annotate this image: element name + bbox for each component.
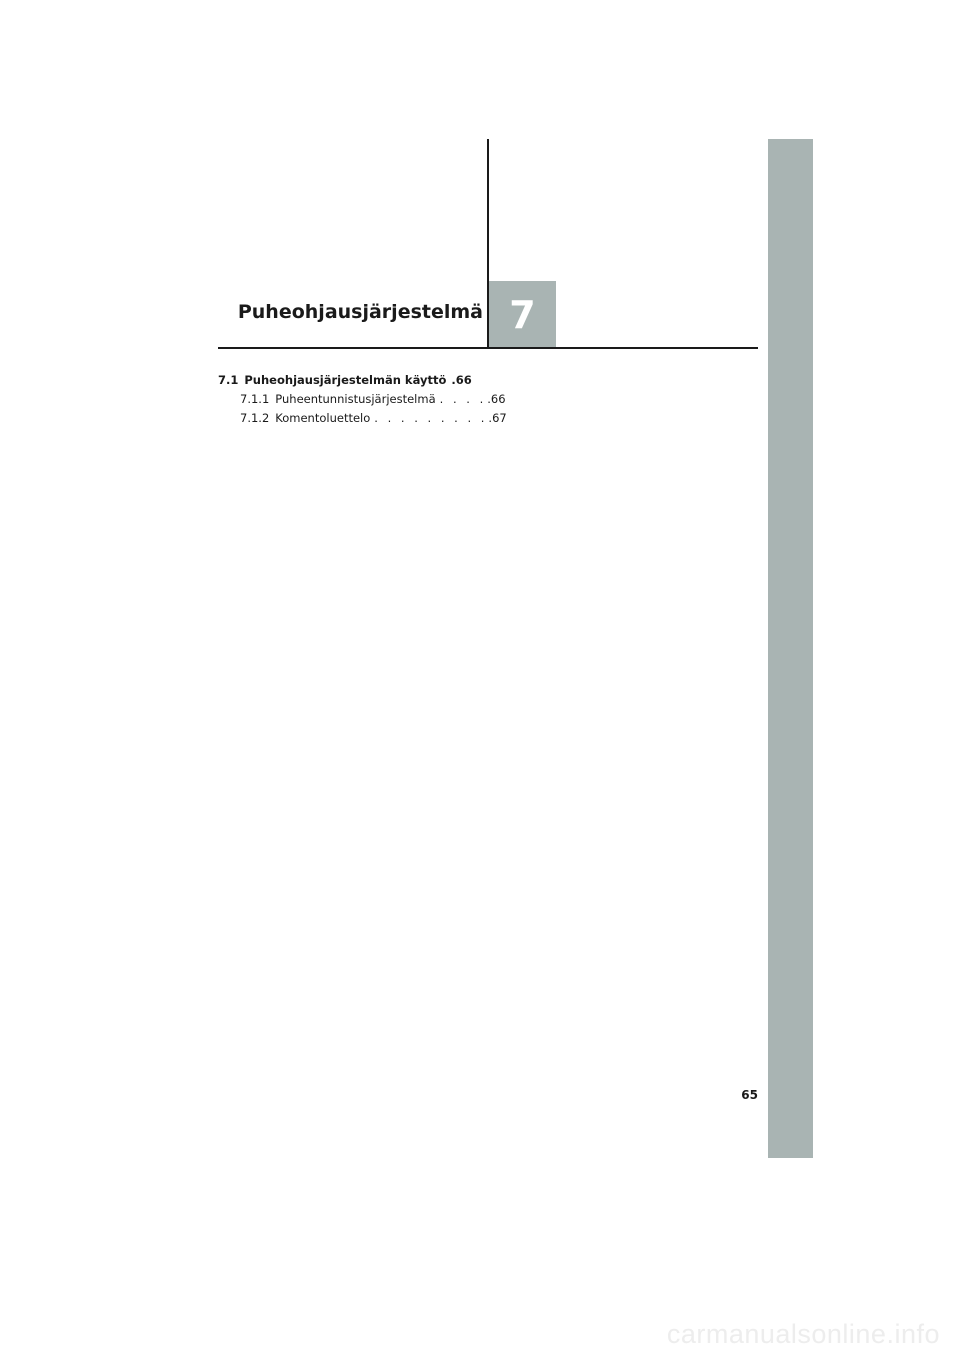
toc-leader-dots: . . . . [439, 392, 487, 406]
toc-leader-dots: . . . . . . . . . [374, 411, 488, 425]
toc-entry-number: 7.1.1 [240, 392, 270, 406]
toc-entry-title: Puheentunnistusjärjestelmä [275, 392, 436, 406]
toc-entry-7-1[interactable] [218, 371, 472, 390]
toc-entry-number: 7.1.2 [240, 411, 270, 425]
page-number: 65 [741, 1088, 758, 1102]
toc-entry-page: .66 [487, 392, 506, 406]
toc-entry-7-1-2[interactable] [218, 409, 507, 428]
toc-entry-page: .67 [488, 411, 507, 425]
watermark-text: carmanualsonline.info [666, 1319, 940, 1349]
chapter-title: Puheohjausjärjestelmä [237, 301, 483, 323]
chapter-number-box [489, 281, 556, 348]
header-rule [218, 347, 758, 349]
toc-entry-title: Puheohjausjärjestelmän käyttö [244, 373, 447, 387]
toc-entry-page: .66 [451, 373, 472, 387]
side-thumb-tab [768, 139, 813, 1158]
chapter-number: 7 [509, 292, 536, 337]
table-of-contents [218, 371, 507, 428]
toc-entry-number: 7.1 [218, 373, 239, 387]
toc-entry-7-1-1[interactable] [218, 390, 506, 409]
toc-entry-title: Komentoluettelo [275, 411, 371, 425]
